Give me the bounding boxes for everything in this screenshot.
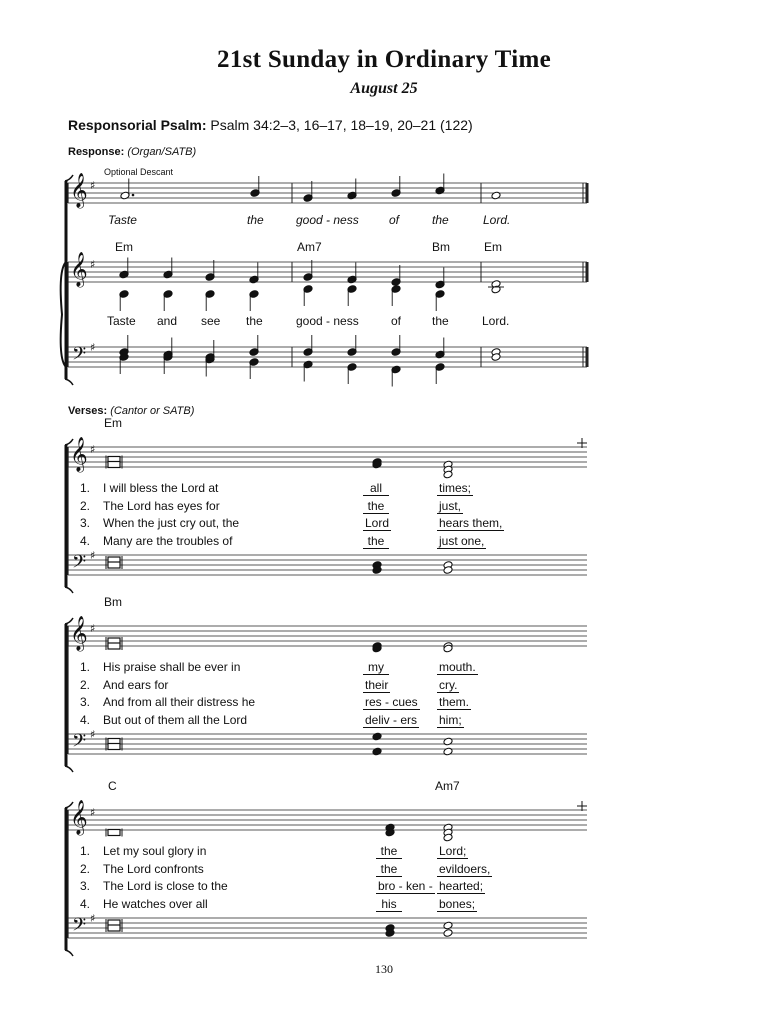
bracket-hook [65,950,73,956]
sharp-icon: ♯ [90,549,96,562]
sharp-icon: ♯ [90,912,96,925]
verse-middle-word: his [376,897,402,912]
verse-number: 1. [80,481,91,495]
descant-word: Lord. [483,213,511,227]
response-word: see [201,314,221,328]
sharp-icon: ♯ [90,622,96,635]
bass-clef-icon: 𝄢 [72,552,87,577]
chord-symbol: Em [484,240,502,254]
verse-end-word: him; [439,712,462,727]
chord-symbol: Am7 [297,240,322,254]
note-head [443,921,453,930]
verse-number: 4. [80,533,91,548]
verse-end-word: hears them, [439,516,503,530]
verse-end-word: evildoers, [439,861,491,876]
final-barline [586,183,589,203]
sharp-icon: ♯ [90,258,96,271]
verse-end-word: bones; [439,896,476,911]
breve-note [108,462,120,468]
verse-number: 4. [80,712,91,727]
verse-middle-word: the [363,534,389,549]
verse-text: The Lord confronts [103,861,204,876]
sharp-icon: ♯ [90,728,96,741]
dot [132,194,135,197]
chord-symbol: Bm [432,240,450,254]
treble-clef-icon: 𝄞 [70,252,88,287]
verse-text: Let my soul glory in [103,844,207,858]
psalm-reference: Psalm 34:2–3, 16–17, 18–19, 20–21 (122) [210,117,473,133]
verse-number: 3. [80,879,91,893]
response-label: Response: [68,146,125,158]
sharp-icon: ♯ [90,443,96,456]
note-head [443,737,453,746]
note-head [443,747,453,756]
final-barline [586,347,589,367]
page-date: August 25 [350,80,418,97]
verse-text: His praise shall be ever in [103,660,241,674]
descant-whole-note [491,191,501,200]
verse-number: 2. [80,861,91,876]
verse-middle-word: the [376,862,402,877]
verse-number: 4. [80,896,91,911]
treble-clef-icon: 𝄞 [70,437,88,472]
bracket-hook [65,766,73,772]
treble-clef-icon: 𝄞 [70,173,88,208]
verse-end-word: cry. [439,677,458,692]
breve-note [108,643,120,649]
verse-text: And from all their distress he [103,695,256,709]
note-head [372,732,382,741]
response-word: and [157,314,178,328]
bass-clef-icon: 𝄢 [72,731,87,756]
verse-end-word: them. [439,695,470,709]
verse-middle-word: my [363,660,389,675]
verse-middle-word: Lord [365,516,390,530]
descant-word: the [247,213,264,227]
verse-middle-word: the [376,844,402,859]
verse-middle-word: bro - ken - [378,879,433,893]
verse-middle-word: all [363,481,389,496]
breve-note [108,830,120,836]
bracket-hook [65,379,73,385]
response-word: good - ness [296,314,359,328]
chord-symbol: Bm [104,595,122,609]
breve-note [108,744,120,750]
verses-accompaniment: (Cantor or SATB) [110,405,195,417]
response-word: Lord. [482,314,510,328]
sharp-icon: ♯ [90,806,96,819]
verse-number: 3. [80,516,91,530]
descant-word: of [389,213,400,227]
sharp-icon: ♯ [90,179,96,192]
verse-middle-word: deliv - ers [365,712,418,727]
verse-text: The Lord is close to the [103,879,228,893]
verse-text: Many are the troubles of [103,533,233,548]
verse-text: And ears for [103,677,169,692]
final-barline [586,262,589,282]
chord-symbol: Em [104,416,122,430]
bracket-hook [65,587,73,593]
chord-symbol: Em [115,240,133,254]
treble-clef-icon: 𝄞 [70,800,88,835]
verse-number: 2. [80,677,91,692]
verse-text: He watches over all [103,896,208,911]
verse-middle-word: the [363,499,389,514]
verse-number: 2. [80,498,91,513]
verse-end-word: just one, [439,533,485,548]
note-head [372,747,382,756]
descant-word: good - ness [296,213,359,227]
verse-number: 1. [80,660,91,674]
verse-middle-word: res - cues [365,695,418,709]
response-word: the [432,314,449,328]
treble-clef-icon: 𝄞 [70,616,88,651]
page-number: 130 [375,962,393,976]
breve-note [108,925,120,931]
response-accompaniment: (Organ/SATB) [127,146,197,158]
verse-text: But out of them all the Lord [103,712,248,727]
descant-word: Taste [108,213,137,227]
sharp-icon: ♯ [90,341,96,354]
chord-symbol: Am7 [435,779,460,793]
bass-clef-icon: 𝄢 [72,915,87,940]
verses-label: Verses: [68,405,108,417]
verse-end-word: just, [439,498,462,513]
verse-end-word: Lord; [439,844,467,858]
verse-middle-word: their [365,677,389,692]
response-word: of [391,314,402,328]
breve-note [108,562,120,568]
descant-word: the [432,213,449,227]
verse-end-word: hearted; [439,879,484,893]
verse-end-word: mouth. [439,660,476,674]
response-word: Taste [107,314,136,328]
descant-label: Optional Descant [104,167,174,177]
page-title: 21st Sunday in Ordinary Time [217,46,551,73]
verse-end-word: times; [439,481,472,495]
verse-text: When the just cry out, the [103,516,240,530]
psalm-label: Responsorial Psalm: [68,117,207,133]
note-head [443,929,453,938]
verse-text: I will bless the Lord at [103,481,219,495]
bass-clef-icon: 𝄢 [72,344,87,369]
verse-text: The Lord has eyes for [103,498,220,513]
chord-symbol: C [108,779,117,793]
response-word: the [246,314,263,328]
verse-number: 3. [80,695,91,709]
verse-number: 1. [80,844,91,858]
verses-heading [68,405,194,417]
